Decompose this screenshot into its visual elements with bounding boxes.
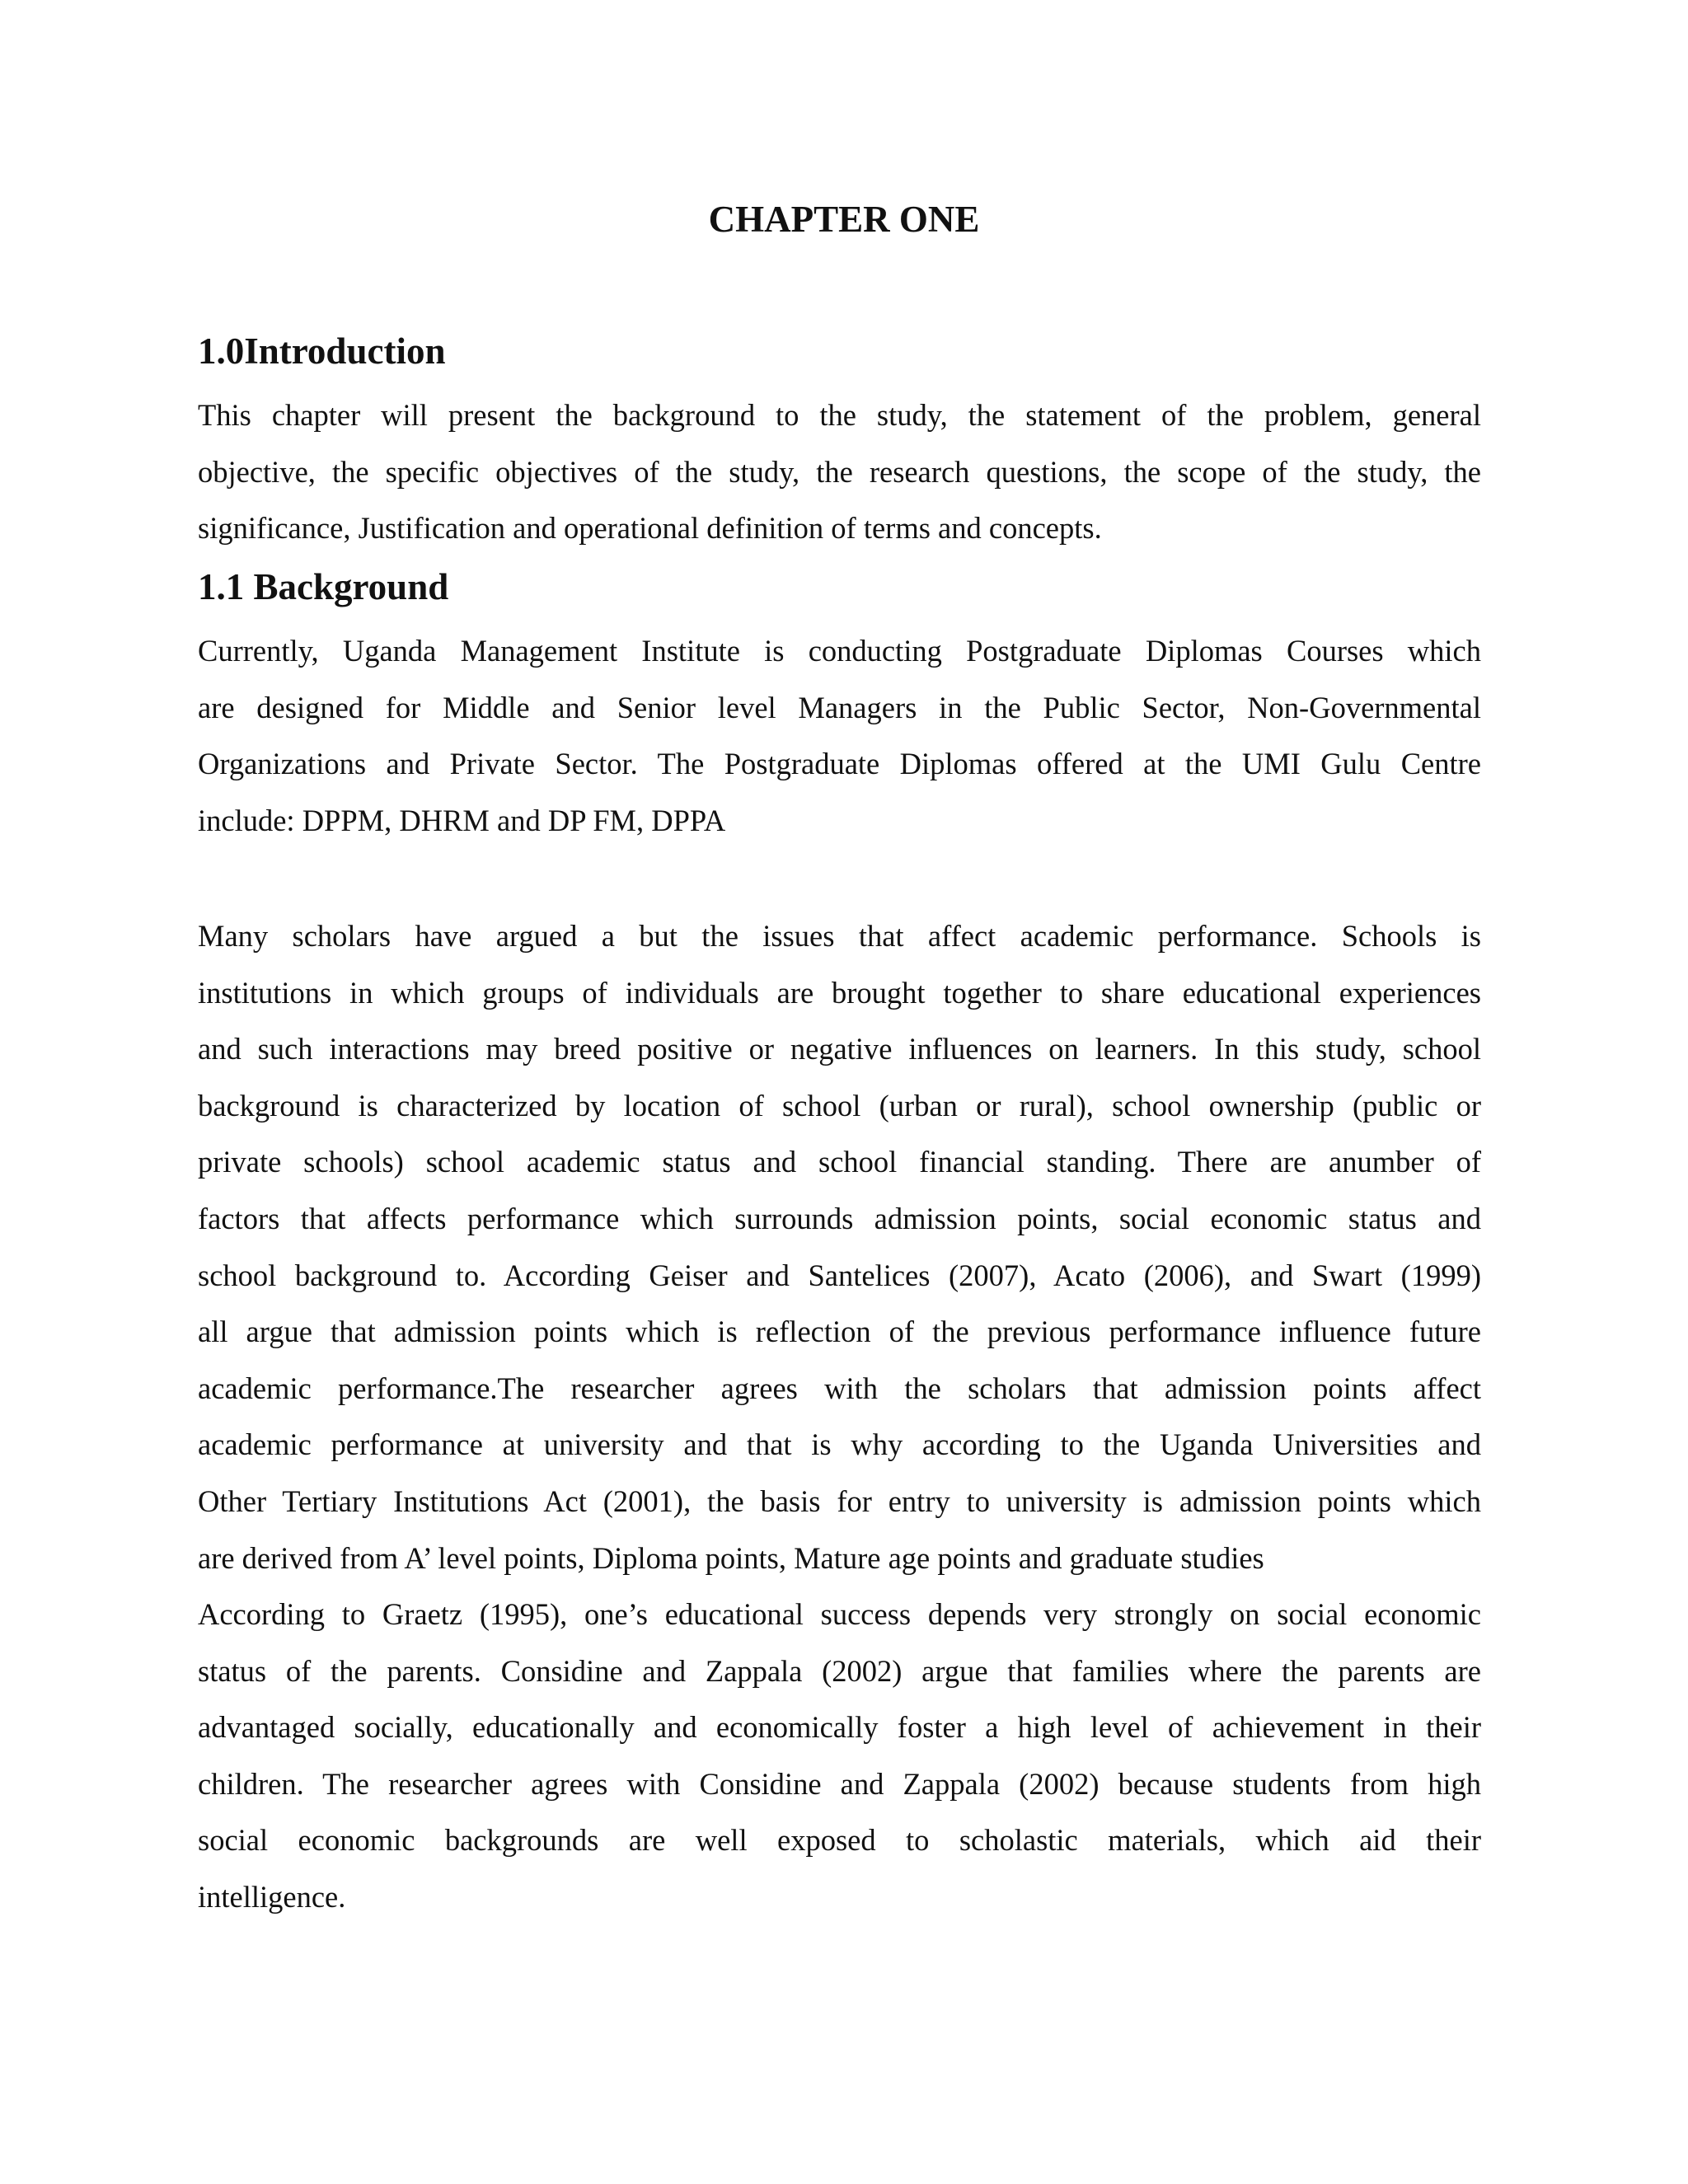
text-line: academic performance.The researcher agrees with the scholars that admission points affect <box>198 1371 1481 1405</box>
text-line: private schools) school academic status and school financial standing. There are anumber of <box>198 1145 1481 1179</box>
text-line: Many scholars have argued a but the issues that affect academic performance. Schools is <box>198 919 1481 953</box>
introduction-paragraph <box>198 387 1481 557</box>
text-line: significance, Justification and operational definition of terms and concepts. <box>198 511 1102 546</box>
text-line: are derived from A’ level points, Diploma points, Mature age points and graduate studies <box>198 1540 1264 1575</box>
text-line: This chapter will present the background to the study, the statement of the problem, general <box>198 398 1481 432</box>
text-line: According to Graetz (1995), one’s educational success depends very strongly on social economic <box>198 1597 1481 1631</box>
text-line: Other Tertiary Institutions Act (2001), the basis for entry to university is admission points which <box>198 1483 1481 1518</box>
section-heading-introduction: 1.0Introduction <box>198 330 446 372</box>
text-line: Currently, Uganda Management Institute is conducting Postgraduate Diplomas Courses which <box>198 634 1481 668</box>
section-heading-background: 1.1 Background <box>198 566 449 607</box>
text-line: include: DPPM, DHRM and DP FM, DPPA <box>198 803 726 837</box>
text-line: school background to. According Geiser and Santelices (2007), Acato (2006), and Swart (1999) <box>198 1258 1481 1292</box>
text-line: objective, the specific objectives of the study, the research questions, the scope of the study, the <box>198 454 1481 489</box>
text-line: status of the parents. Considine and Zappala (2002) argue that families where the parents are <box>198 1653 1481 1688</box>
text-line: Organizations and Private Sector. The Postgraduate Diplomas offered at the UMI Gulu Centre <box>198 747 1481 781</box>
text-line: social economic backgrounds are well exposed to scholastic materials, which aid their <box>198 1823 1481 1858</box>
text-line: factors that affects performance which surrounds admission points, social economic status and <box>198 1201 1481 1235</box>
background-paragraph-1 <box>198 623 1481 849</box>
text-line: academic performance at university and that is why according to the Uganda Universities and <box>198 1427 1481 1462</box>
text-line: and such interactions may breed positive or negative influences on learners. In this study, school <box>198 1032 1481 1066</box>
text-line: all argue that admission points which is reflection of the previous performance influence future <box>198 1315 1481 1349</box>
text-line: institutions in which groups of individuals are brought together to share educational experiences <box>198 975 1481 1010</box>
chapter-title: CHAPTER ONE <box>708 199 980 240</box>
text-line: advantaged socially, educationally and economically foster a high level of achievement in their <box>198 1710 1481 1745</box>
text-line: background is characterized by location of school (urban or rural), school ownership (public or <box>198 1088 1481 1122</box>
background-paragraph-2 <box>198 908 1481 1586</box>
text-line: are designed for Middle and Senior level Managers in the Public Sector, Non-Governmental <box>198 690 1481 724</box>
text-line: children. The researcher agrees with Considine and Zappala (2002) because students from high <box>198 1766 1481 1801</box>
background-paragraph-3 <box>198 1586 1481 1926</box>
text-line: intelligence. <box>198 1879 346 1914</box>
